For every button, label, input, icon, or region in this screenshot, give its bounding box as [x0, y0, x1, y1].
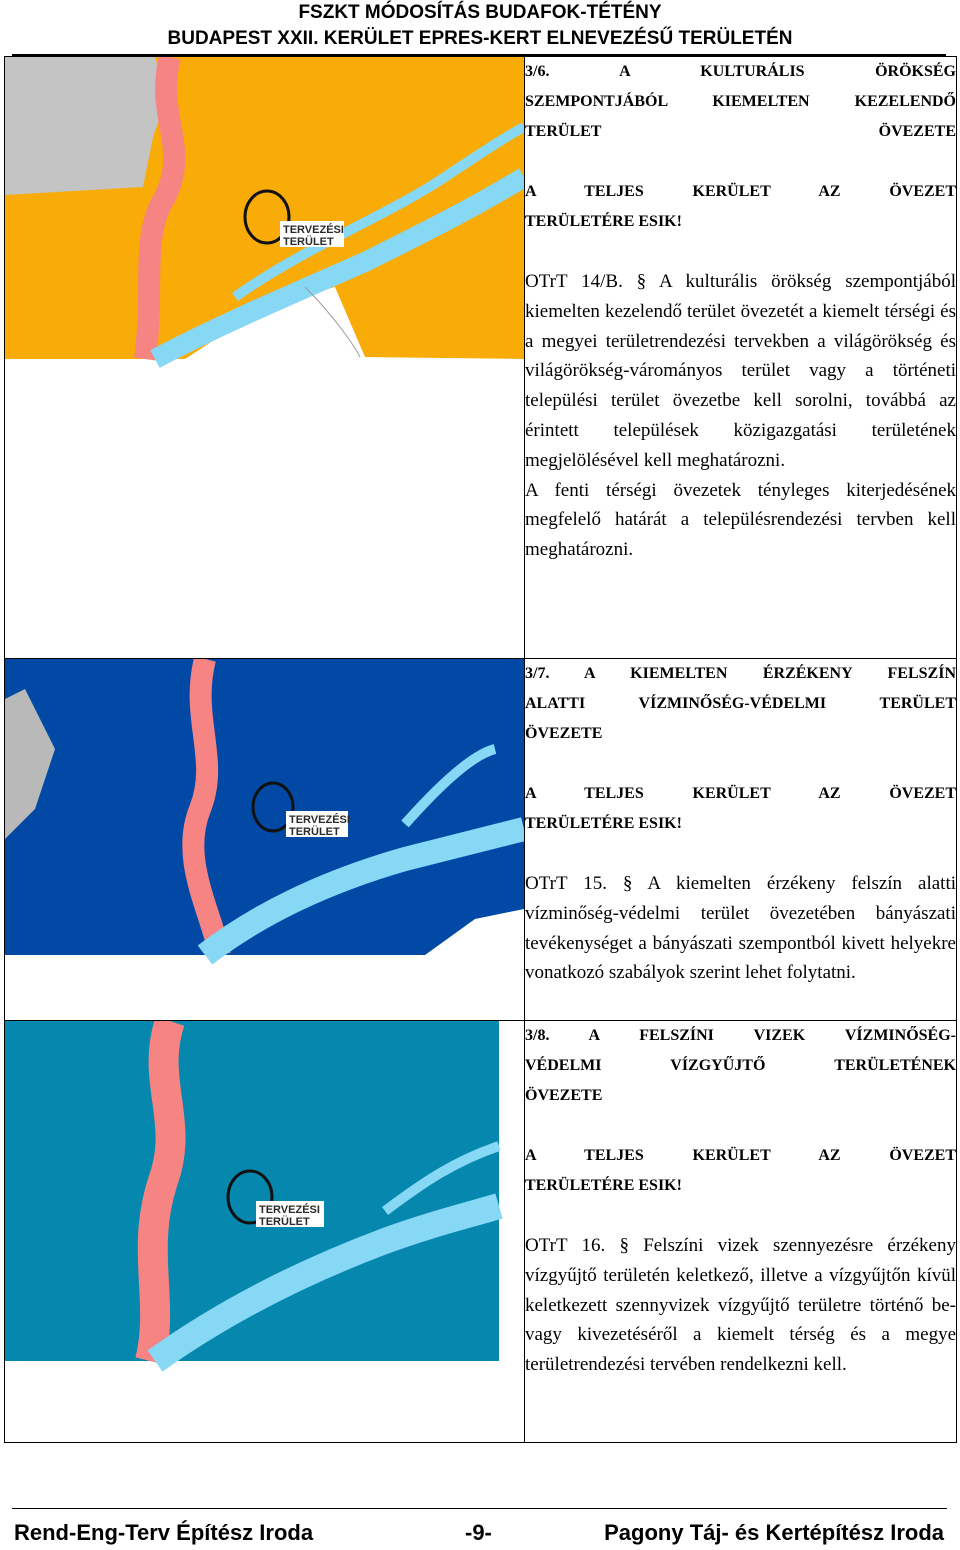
section-title-line: 3/6. A KULTURÁLIS ÖRÖKSÉG [525, 63, 956, 80]
section-row [5, 659, 957, 1021]
paragraph-lead: OTrT 16. § [525, 1235, 629, 1256]
section-title-line: ÖVEZETE [525, 725, 603, 742]
section-title-line: SZEMPONTJÁBÓL KIEMELTEN KEZELENDŐ [525, 93, 956, 110]
map-image [5, 1021, 524, 1437]
footer-right: Pagony Táj- és Kertépítész Iroda [604, 1520, 944, 1545]
content-table [4, 56, 957, 1443]
paragraph-text-2: A fenti térségi övezetek tényleges kiterjedésének megfelelő határát a településrendezési tervben kell meghatározni. [525, 479, 956, 561]
header-line-2: BUDAPEST XXII. KERÜLET EPRES-KERT ELNEVEZÉSŰ TERÜLETÉN [167, 28, 793, 49]
paragraph-text: A kiemelten érzékeny felszín alatti vízminőség-védelmi terület övezetében bányászati tevékenységet a bányászati szempontból kivett helyekre vonatkozó szabályok szerint lehet folytatni. [525, 873, 956, 984]
map-image [5, 659, 524, 1015]
section-title-line: TERÜLET ÖVEZETE [525, 123, 956, 140]
header-line-1: FSZKT MÓDOSÍTÁS BUDAFOK-TÉTÉNY [298, 2, 662, 23]
section-title-line: ÖVEZETE [525, 1087, 603, 1104]
map-label-line1: TERVEZÉSI [259, 1204, 320, 1216]
footer-rule [12, 1508, 947, 1509]
map-image [5, 57, 524, 653]
notice-line: TERÜLETÉRE ESIK! [525, 213, 682, 230]
map-surface-water [5, 1021, 525, 1443]
map-label-line2: TERÜLET [259, 1216, 310, 1228]
map-cultural-heritage [5, 57, 525, 659]
footer-left: Rend-Eng-Terv Építész Iroda [14, 1520, 314, 1545]
section-text [525, 1021, 957, 1443]
notice-line: TERÜLETÉRE ESIK! [525, 1177, 682, 1194]
neighbor-district [5, 57, 167, 195]
section-text [525, 57, 957, 659]
section-title-line: 3/7. A KIEMELTEN ÉRZÉKENY FELSZÍN [525, 665, 956, 682]
notice-line: TERÜLETÉRE ESIK! [525, 815, 682, 832]
map-label-line1: TERVEZÉSI [283, 224, 344, 236]
section-row [5, 1021, 957, 1443]
section-title-line: VÉDELMI VÍZGYŰJTŐ TERÜLETÉNEK [525, 1057, 956, 1074]
section-title-line: 3/8. A FELSZÍNI VIZEK VÍZMINŐSÉG- [525, 1027, 956, 1044]
notice-line: A TELJES KERÜLET AZ ÖVEZET [525, 1147, 956, 1164]
map-label-line2: TERÜLET [283, 236, 334, 248]
map-groundwater [5, 659, 525, 1021]
paragraph-lead: OTrT 14/B. § [525, 271, 647, 292]
paragraph-text: Felszíni vizek szennyezésre érzékeny vízgyűjtő területén keletkező, illetve a vízgyűjtőn kívül keletkezett szennyvizek vízgyűjtő területre történő be-vagy kivezetéséről a kiemelt térség és a megye területrendezési tervében rendelkezni kell. [525, 1235, 956, 1376]
paragraph-text: A kulturális örökség szempontjából kiemelten kezelendő terület övezetét a kiemelt térségi és a megyei területrendezési tervekben a világörökség és világörökség-várományos terület vagy a történeti települési terület övezetbe kell sorolni, továbbá az érintett települések közigazgatási területének megjelölésével kell meghatározni. [525, 271, 957, 471]
map-label-line2: TERÜLET [289, 826, 340, 838]
paragraph-lead: OTrT 15. § [525, 873, 633, 894]
map-label-line1: TERVEZÉSI [289, 814, 350, 826]
section-title-line: ALATTI VÍZMINŐSÉG-VÉDELMI TERÜLET [525, 695, 956, 712]
notice-line: A TELJES KERÜLET AZ ÖVEZET [525, 785, 956, 802]
notice-line: A TELJES KERÜLET AZ ÖVEZET [525, 183, 956, 200]
page-number: -9- [465, 1520, 492, 1545]
section-row [5, 57, 957, 659]
district-border [150, 1021, 171, 1361]
section-text [525, 659, 957, 1021]
